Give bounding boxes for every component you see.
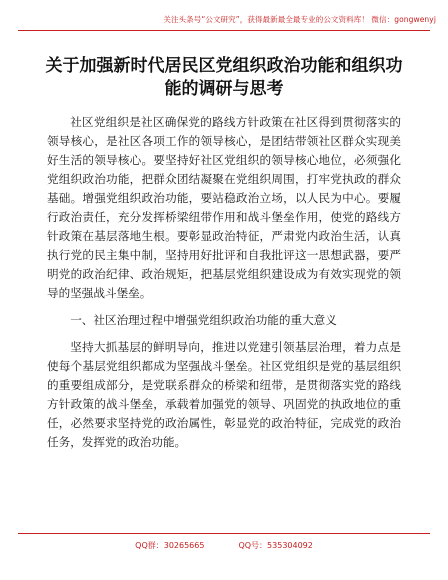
body-paragraph-2: 坚持大抓基层的鲜明导向，推进以党建引领基层治理，着力点是使每个基层党组织都成为坚强战斗堡垒。社区党组织是党的基层组织的重要组成部分，是党联系群众的桥梁和纽带，是贯彻落实党的路线方针政策的战斗堡垒，承载着加强党的领导、巩固党的执政地位的重任，必然要求坚持党的政治属性，彰显党的政治特征，完成党的政治任务，发挥党的政治功能。 — [47, 340, 401, 449]
footer-divider — [18, 533, 430, 534]
header-banner: 关注头条号“公文研究”，获得最新最全最专业的公文资料库！ 微信：gongwenyj — [163, 15, 436, 24]
body-paragraph-1: 社区党组织是社区确保党的路线方针政策在社区得到贯彻落实的领导核心，是社区各项工作的领导核心，是团结带领社区群众实现美好生活的领导核心。要坚持好社区党组织的领导核心地位，必须强化党组织政治功能，把群众团结凝聚在党组织周围，打牢党执政的群众基础。增强党组织政治功能，要站稳政治立场，以人民为中心。要履行政治责任，充分发挥桥梁纽带作用和战斗堡垒作用，使党的路线方针政策在基层落地生根。要彰显政治特征，严肃党内政治生活，认真执行党的民主集中制，坚持用好批评和自我批评这一思想武器，要严明党的政治纪律、政治规矩，把基层党组织建设成为有效实现党的领导的坚强战斗堡垒。 — [47, 115, 401, 300]
document-body — [47, 113, 401, 452]
document-title: 关于加强新时代居民区党组织政治功能和组织功能的调研与思考 — [45, 56, 403, 99]
footer-contact — [0, 540, 448, 551]
footer-qq-group: QQ群：30265665 — [135, 541, 205, 550]
footer-qq-number: QQ号：535304092 — [238, 541, 313, 550]
header-divider — [18, 30, 430, 31]
section-heading-1: 一、社区治理过程中增强党组织政治功能的重大意义 — [70, 313, 337, 327]
